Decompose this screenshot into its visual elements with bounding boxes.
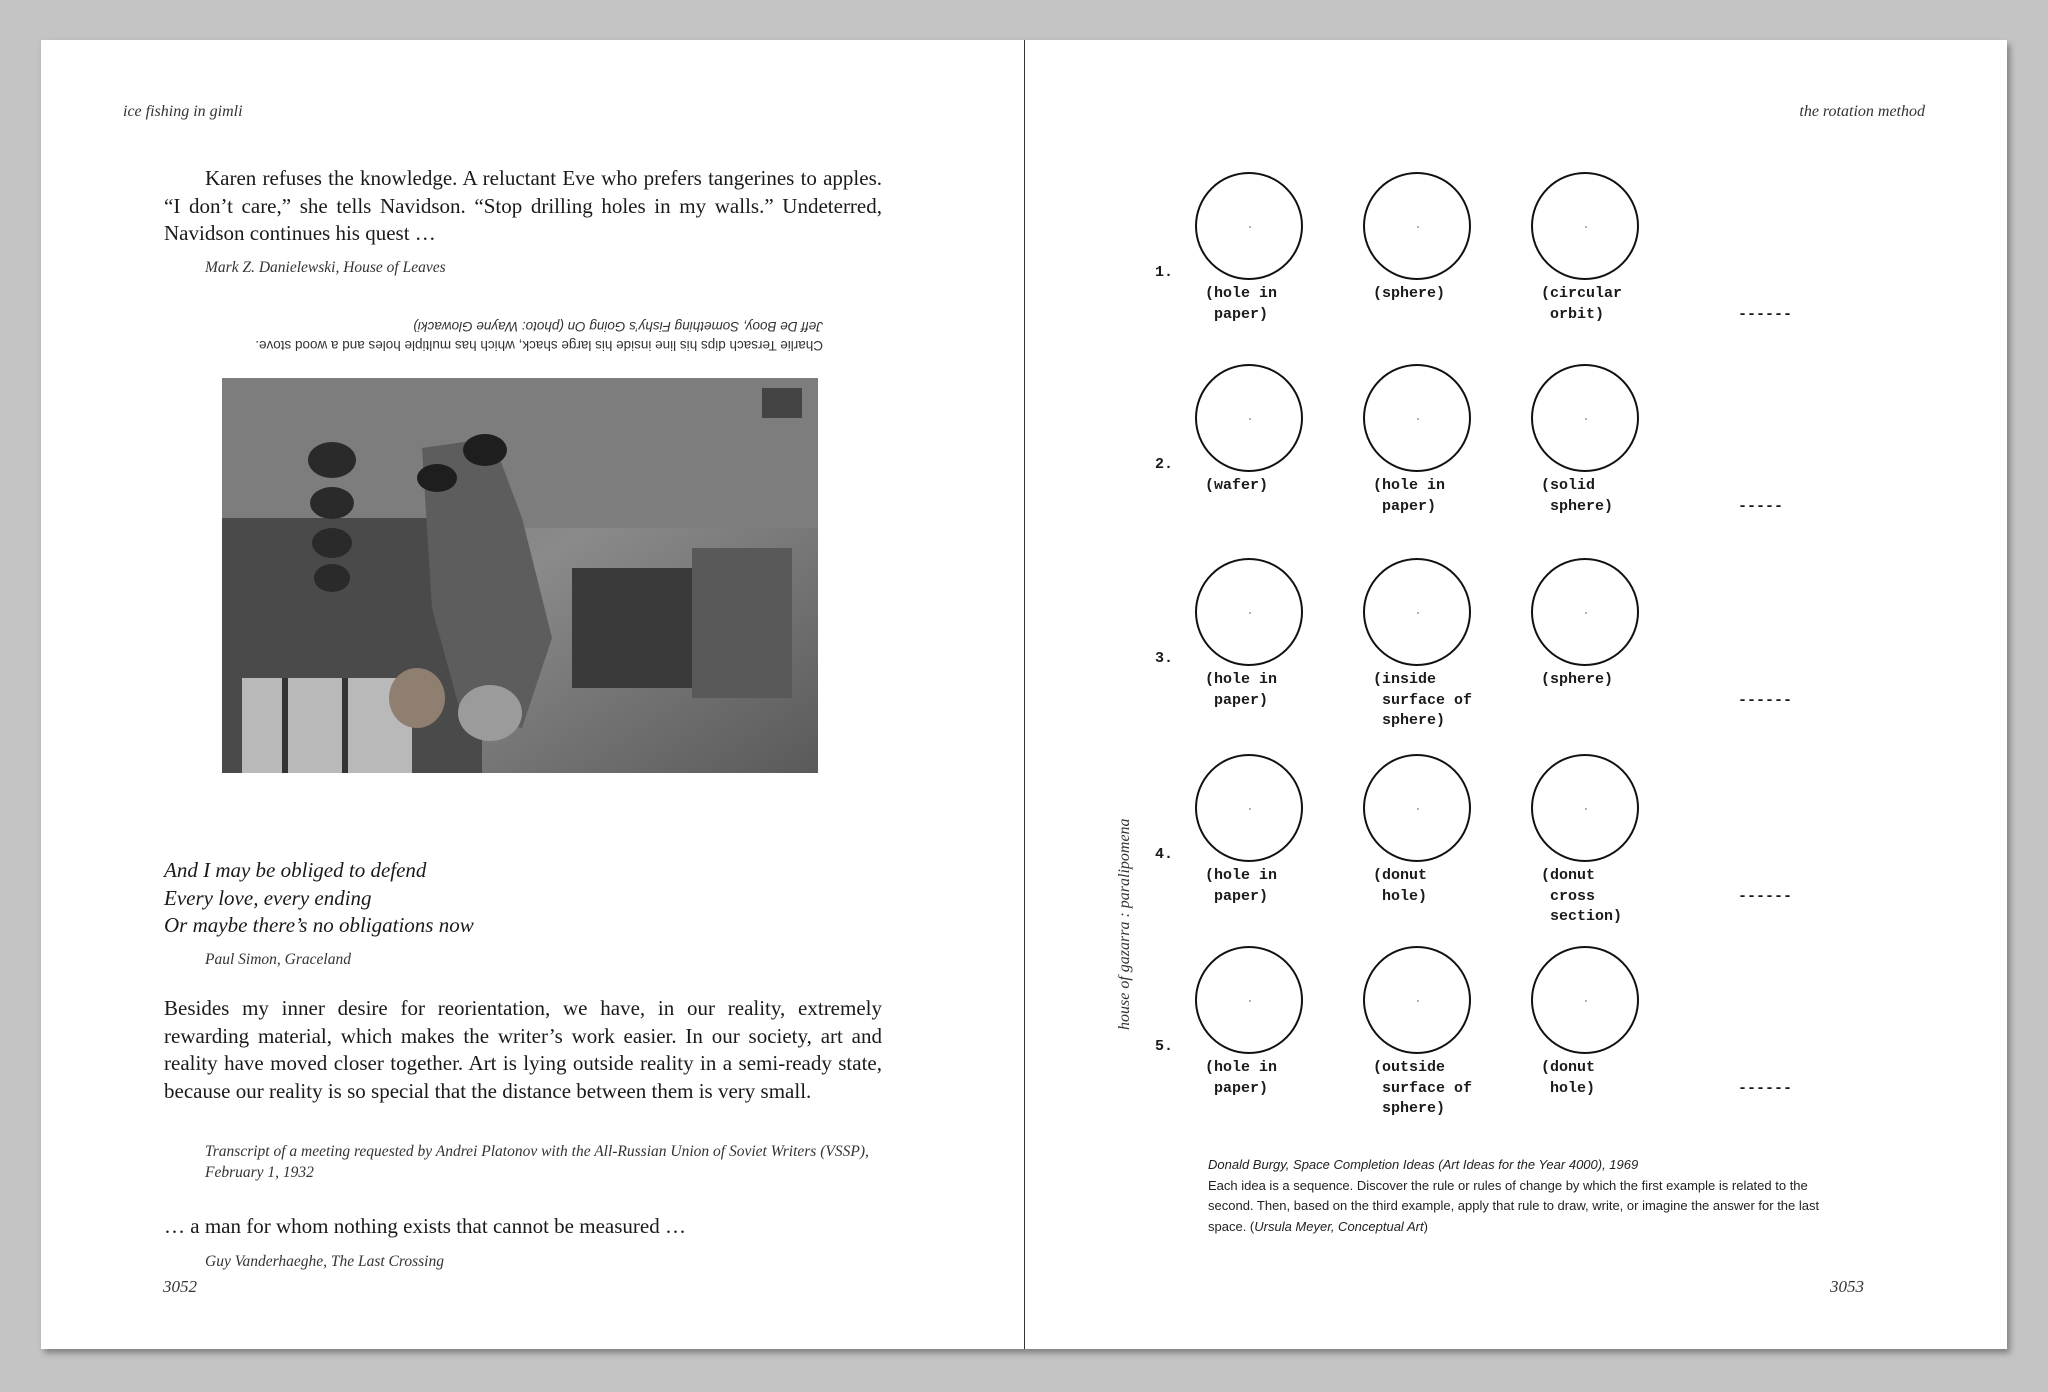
paragraph-measured: … a man for whom nothing exists that cannot be measured … <box>164 1214 686 1238</box>
circle-center-dot <box>1417 1000 1419 1002</box>
circle-label-5-3: (donut hole) <box>1541 1059 1596 1097</box>
book-spread <box>41 40 2007 1349</box>
answer-blank-2[interactable]: ----- <box>1738 498 1784 515</box>
poem-line-3: Or maybe there’s no obligations now <box>164 913 474 937</box>
page-number-left: 3052 <box>163 1277 197 1296</box>
answer-blank-3[interactable]: ------ <box>1738 692 1793 709</box>
circle-label-1-3: (circular orbit) <box>1541 285 1623 323</box>
ice-fishing-photo <box>222 378 818 773</box>
circle-label-2-1: (wafer) <box>1205 477 1269 494</box>
circle-center-dot <box>1585 1000 1587 1002</box>
photo-credit: Jeff De Booy, Something Fishy’s Going On (photo: Wayne Glowacki) <box>413 319 823 334</box>
circle-1-3 <box>1531 172 1639 280</box>
running-head-right: the rotation method <box>1799 103 1925 120</box>
circle-center-dot <box>1585 808 1587 810</box>
circle-3-1 <box>1195 558 1303 666</box>
circle-center-dot <box>1417 612 1419 614</box>
circle-center-dot <box>1249 612 1251 614</box>
circle-label-4-3: (donut cross section) <box>1541 867 1623 925</box>
circle-1-2 <box>1363 172 1471 280</box>
circle-label-3-1: (hole in paper) <box>1205 671 1278 709</box>
answer-blank-5[interactable]: ------ <box>1738 1080 1793 1097</box>
row-number-2: 2. <box>1155 456 1174 473</box>
circle-center-dot <box>1417 808 1419 810</box>
circle-center-dot <box>1585 226 1587 228</box>
right-page <box>1025 40 2007 1349</box>
photo-caption-upside-down <box>217 317 823 355</box>
circle-5-2 <box>1363 946 1471 1054</box>
circle-center-dot <box>1585 418 1587 420</box>
citation-paul-simon: Paul Simon, Graceland <box>205 951 351 968</box>
running-head-left: ice fishing in gimli <box>123 103 243 120</box>
circle-label-2-2: (hole in paper) <box>1373 477 1446 515</box>
circle-3-2 <box>1363 558 1471 666</box>
photo-image <box>222 378 818 773</box>
credit-body-text: Each idea is a sequence. Discover the rule or rules of change by which the first example is related to the second. Then, based on the third example, apply that rule to draw, write, or imagine the answer for the last space. ( <box>1208 1177 1820 1234</box>
circle-label-4-1: (hole in paper) <box>1205 867 1278 905</box>
circle-4-3 <box>1531 754 1639 862</box>
circle-label-3-2: (inside surface of sphere) <box>1373 671 1473 729</box>
circle-2-3 <box>1531 364 1639 472</box>
circle-label-5-2: (outside surface of sphere) <box>1373 1059 1473 1117</box>
circle-label-2-3: (solid sphere) <box>1541 477 1614 515</box>
row-number-1: 1. <box>1155 264 1174 281</box>
diagram-credit <box>1208 1155 1848 1237</box>
circle-label-5-1: (hole in paper) <box>1205 1059 1278 1097</box>
circle-center-dot <box>1417 226 1419 228</box>
poem-line-1: And I may be obliged to defend <box>164 858 427 882</box>
credit-body <box>1208 1176 1848 1238</box>
circle-label-3-3: (sphere) <box>1541 671 1614 688</box>
circle-1-1 <box>1195 172 1303 280</box>
citation-danielewski: Mark Z. Danielewski, House of Leaves <box>205 259 446 276</box>
circle-center-dot <box>1249 226 1251 228</box>
circle-center-dot <box>1249 1000 1251 1002</box>
circle-5-1 <box>1195 946 1303 1054</box>
poem-line-2: Every love, every ending <box>164 885 372 910</box>
circle-center-dot <box>1417 418 1419 420</box>
poem-lines <box>164 857 474 940</box>
paragraph-karen: Karen refuses the knowledge. A reluctant Eve who prefers tangerines to apples. “I don’t care,” she tells Navidson. “Stop drilling holes in my walls.” Undeterred, Navidson continues his quest … <box>164 166 882 245</box>
circle-center-dot <box>1249 808 1251 810</box>
circle-3-3 <box>1531 558 1639 666</box>
page-number-right: 3053 <box>1830 1277 1864 1296</box>
circle-center-dot <box>1585 612 1587 614</box>
circle-label-1-2: (sphere) <box>1373 285 1446 302</box>
circle-2-1 <box>1195 364 1303 472</box>
answer-blank-4[interactable]: ------ <box>1738 888 1793 905</box>
credit-source: Ursula Meyer, Conceptual Art <box>1254 1218 1424 1234</box>
row-number-5: 5. <box>1155 1038 1174 1055</box>
vertical-title-text: house of gazarra : paralipomena <box>1116 818 1133 1030</box>
answer-blank-1[interactable]: ------ <box>1738 306 1793 323</box>
photo-caption: Charlie Tersach dips his line inside his large shack, which has multiple holes and a wood stove. <box>255 338 823 353</box>
space-completion-diagram <box>1025 40 2007 1349</box>
circle-4-1 <box>1195 754 1303 862</box>
circle-center-dot <box>1249 418 1251 420</box>
row-number-3: 3. <box>1155 650 1174 667</box>
citation-vanderhaeghe: Guy Vanderhaeghe, The Last Crossing <box>205 1253 444 1270</box>
credit-close: ) <box>1423 1218 1428 1234</box>
circle-4-2 <box>1363 754 1471 862</box>
citation-platonov: Transcript of a meeting requested by Andrei Platonov with the All-Russian Union of Soviet Writers (VSSP), February 1, 1932 <box>205 1143 869 1181</box>
credit-title: Donald Burgy, Space Completion Ideas (Art Ideas for the Year 4000), 1969 <box>1208 1157 1639 1172</box>
left-page <box>41 40 1024 1349</box>
row-number-4: 4. <box>1155 846 1174 863</box>
circle-label-1-1: (hole in paper) <box>1205 285 1278 323</box>
circle-2-2 <box>1363 364 1471 472</box>
paragraph-platonov: Besides my inner desire for reorientation, we have, in our reality, extremely rewarding material, which makes the writer’s work easier. In our society, art and reality have moved closer together. Art is lying outside reality in a semi-ready state, because our reality is so special that the distance between them is very small. <box>164 996 882 1103</box>
circle-5-3 <box>1531 946 1639 1054</box>
circle-label-4-2: (donut hole) <box>1373 867 1428 905</box>
